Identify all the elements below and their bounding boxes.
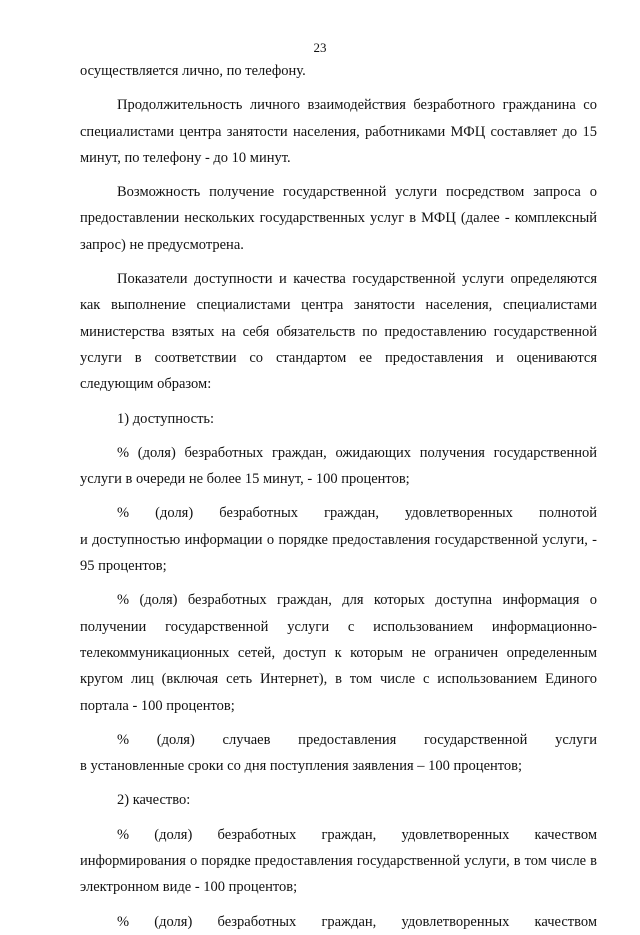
indicator-informing-quality xyxy=(80,822,597,848)
paragraph-duration: Продолжительность личного взаимодействия безработного гражданина со специалистами центра занятости населения, работниками МФЦ составляет до 15 минут, по телефону - до 10 минут. xyxy=(80,97,597,166)
list-heading-quality: 2) качество: xyxy=(117,792,191,809)
paragraph-complex-request: Возможность получение государственной услуги посредством запроса о предоставлении нескольких государственных услуг в МФЦ (далее - комплексный запрос) не предусмотрена. xyxy=(80,184,597,253)
indicator-informing-quality-line1: % (доля) безработных граждан, удовлетворенных качеством xyxy=(117,826,597,843)
page-number: 23 xyxy=(313,40,327,55)
document-body xyxy=(80,58,597,935)
paragraph-indicators: Показатели доступности и качества государственной услуги определяются как выполнение специалистами центра занятости населения, специалистами министерства взятых на себя обязательств по предоставлению государственной услуги в соответствии со стандартом ее предоставления и оцениваются следующим образом: xyxy=(80,271,597,393)
indicator-deadlines-rest: в установленные сроки со дня поступления заявления – 100 процентов; xyxy=(80,758,523,775)
indicator-service-quality-line1: % (доля) безработных граждан, удовлетворенных качеством xyxy=(117,913,597,930)
indicator-deadlines-line1: % (доля) случаев предоставления государственной услуги xyxy=(117,731,597,748)
indicator-queue-time: % (доля) безработных граждан, ожидающих получения государственной услуги в очереди не более 15 минут, - 100 процентов; xyxy=(80,444,597,488)
indicator-internet-access: % (доля) безработных граждан, для которых доступна информация о получении государственной услуги с использованием информационно-телекоммуникационных сетей, доступ к которым не ограничен определенным кругом лиц (включая сеть Интернет), в том числе с использованием Единого портала - 100 процентов; xyxy=(80,592,597,714)
list-heading-accessibility: 1) доступность: xyxy=(117,410,215,427)
paragraph-continuation: осуществляется лично, по телефону. xyxy=(80,63,306,79)
indicator-info-completeness-rest: и доступностью информации о порядке предоставления государственной услуги, - 95 процентов; xyxy=(80,531,597,575)
indicator-service-quality xyxy=(80,909,597,935)
indicator-info-completeness-line1: % (доля) безработных граждан, удовлетворенных полнотой xyxy=(117,505,597,522)
indicator-deadlines xyxy=(80,727,597,753)
indicator-informing-quality-rest: информирования о порядке предоставления государственной услуги, в том числе в электронном виде - 100 процентов; xyxy=(80,853,597,896)
indicator-info-completeness xyxy=(80,500,597,526)
